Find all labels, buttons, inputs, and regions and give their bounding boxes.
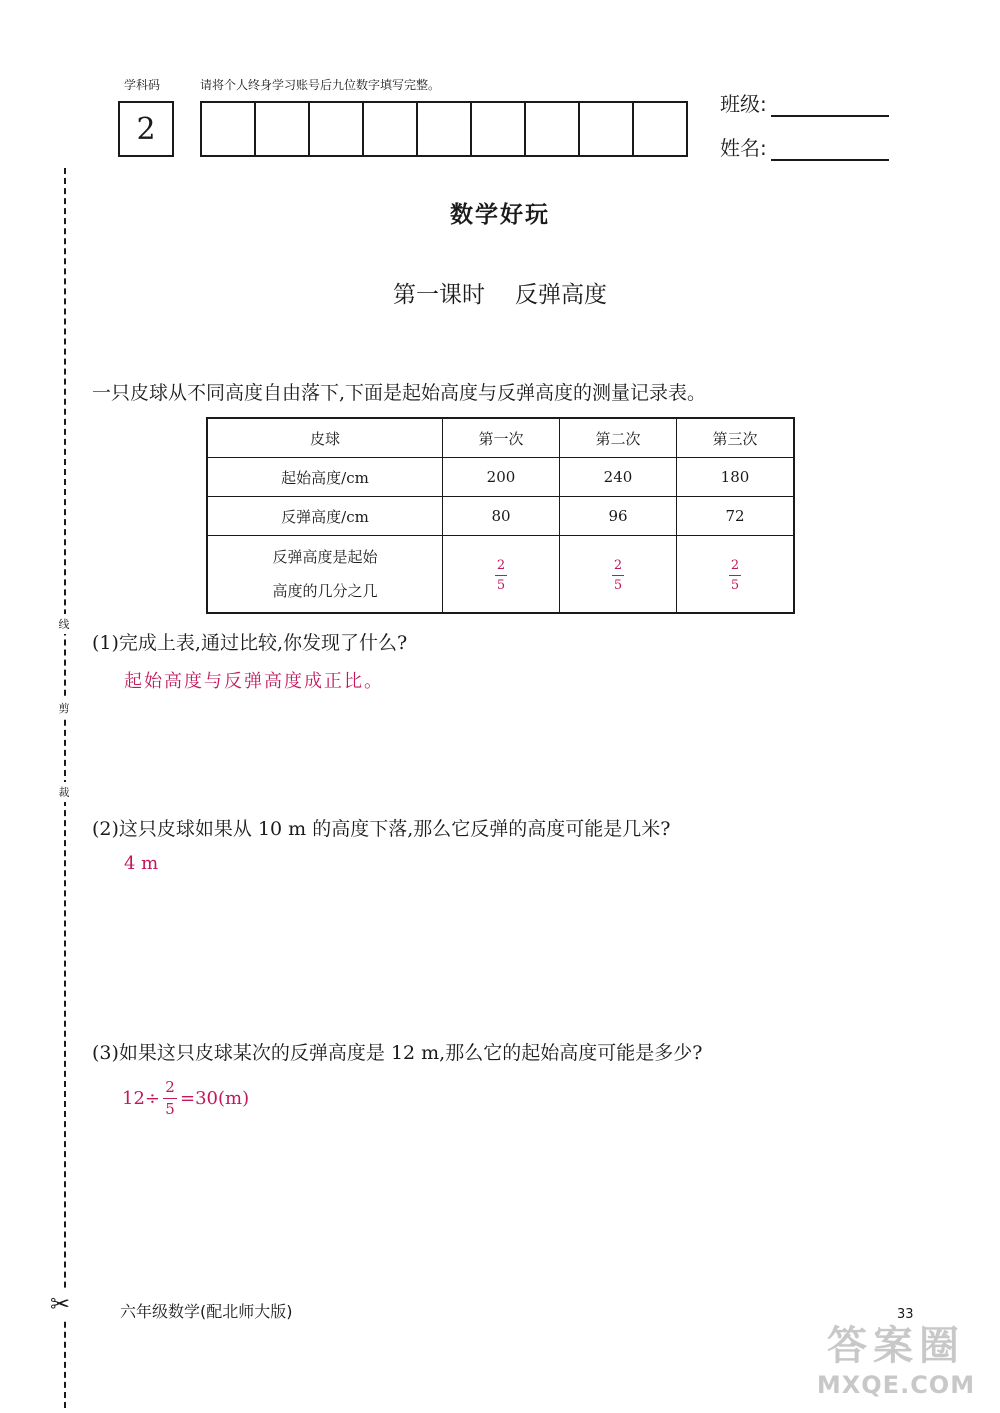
lesson-topic: 反弹高度 xyxy=(515,282,607,308)
fraction-numerator: 2 xyxy=(496,558,506,573)
section-title: 数学好玩 xyxy=(450,202,550,228)
fraction-denominator: 5 xyxy=(613,578,623,593)
account-instruction: 请将个人终身学习账号后九位数字填写完整。 xyxy=(200,78,441,92)
book-title: 六年级数学(配北师大版) xyxy=(120,1302,293,1321)
fraction-numerator: 2 xyxy=(165,1078,175,1096)
table-row xyxy=(207,458,794,497)
table-row xyxy=(207,536,794,614)
digit-box[interactable] xyxy=(364,103,418,155)
table-cell: 96 xyxy=(560,497,677,536)
table-row xyxy=(207,497,794,536)
answer-fraction xyxy=(612,558,624,593)
page-number: 33 xyxy=(897,1307,914,1322)
table-header-cell: 第一次 xyxy=(443,418,560,458)
answer-fraction xyxy=(495,558,507,593)
fraction-denominator: 5 xyxy=(165,1100,175,1118)
digit-box[interactable] xyxy=(256,103,310,155)
calc-fraction xyxy=(163,1079,177,1118)
table-cell xyxy=(443,536,560,614)
class-blank[interactable] xyxy=(771,93,889,117)
account-digit-boxes xyxy=(200,101,688,157)
class-field xyxy=(720,88,889,117)
fraction-bar xyxy=(495,575,507,576)
subject-code-label: 学科码 xyxy=(124,78,161,92)
watermark-logo xyxy=(796,1322,996,1410)
answer-fraction xyxy=(729,558,741,593)
table-cell: 72 xyxy=(677,497,795,536)
name-field xyxy=(720,132,889,161)
fraction-bar xyxy=(729,575,741,576)
digit-box[interactable] xyxy=(202,103,256,155)
row-label-line: 反弹高度是起始 xyxy=(272,548,378,566)
calc-left: 12÷ xyxy=(122,1088,160,1109)
row-label: 起始高度/cm xyxy=(207,458,443,497)
table-cell: 180 xyxy=(677,458,795,497)
answer-2: 4 m xyxy=(124,853,159,874)
digit-box[interactable] xyxy=(472,103,526,155)
name-label: 姓名: xyxy=(720,136,767,160)
problem-intro: 一只皮球从不同高度自由落下,下面是起始高度与反弹高度的测量记录表。 xyxy=(92,382,707,404)
fraction-bar xyxy=(612,575,624,576)
digit-box[interactable] xyxy=(634,103,686,155)
question-2: (2)这只皮球如果从 10 m 的高度下落,那么它反弹的高度可能是几米? xyxy=(92,818,671,840)
row-label xyxy=(207,536,443,614)
table-header-cell: 第三次 xyxy=(677,418,795,458)
watermark-site: MXQE.COM xyxy=(816,1371,976,1399)
scissors-icon: ✂ xyxy=(50,1290,71,1318)
table-cell xyxy=(677,536,795,614)
measurement-table xyxy=(206,417,795,614)
table-cell xyxy=(560,536,677,614)
table-header-cell: 皮球 xyxy=(207,418,443,458)
digit-box[interactable] xyxy=(310,103,364,155)
answer-1: 起始高度与反弹高度成正比。 xyxy=(124,671,384,692)
fraction-bar xyxy=(163,1098,177,1099)
name-blank[interactable] xyxy=(771,137,889,161)
lesson-number: 第一课时 xyxy=(393,282,485,308)
digit-box[interactable] xyxy=(580,103,634,155)
class-label: 班级: xyxy=(720,92,767,116)
digit-box[interactable] xyxy=(526,103,580,155)
question-3: (3)如果这只皮球某次的反弹高度是 12 m,那么它的起始高度可能是多少? xyxy=(92,1042,703,1064)
lesson-title xyxy=(0,276,1000,309)
row-label-line: 高度的几分之几 xyxy=(272,582,378,600)
fraction-numerator: 2 xyxy=(613,558,623,573)
table-cell: 80 xyxy=(443,497,560,536)
question-1: (1)完成上表,通过比较,你发现了什么? xyxy=(92,632,408,654)
subject-code-box: 2 xyxy=(118,101,174,157)
fraction-numerator: 2 xyxy=(730,558,740,573)
table-header-cell: 第二次 xyxy=(560,418,677,458)
cut-word-trim: 裁 xyxy=(52,782,76,802)
fraction-denominator: 5 xyxy=(730,578,740,593)
watermark-mark: 答案圈 xyxy=(827,1323,965,1369)
row-label: 反弹高度/cm xyxy=(207,497,443,536)
table-cell: 200 xyxy=(443,458,560,497)
cut-word-cut: 剪 xyxy=(52,698,76,718)
calc-right: =30(m) xyxy=(180,1088,250,1109)
table-cell: 240 xyxy=(560,458,677,497)
answer-3 xyxy=(122,1079,249,1118)
fraction-denominator: 5 xyxy=(496,578,506,593)
cut-word-line: 线 xyxy=(52,614,76,634)
table-header-row xyxy=(207,418,794,458)
digit-box[interactable] xyxy=(418,103,472,155)
